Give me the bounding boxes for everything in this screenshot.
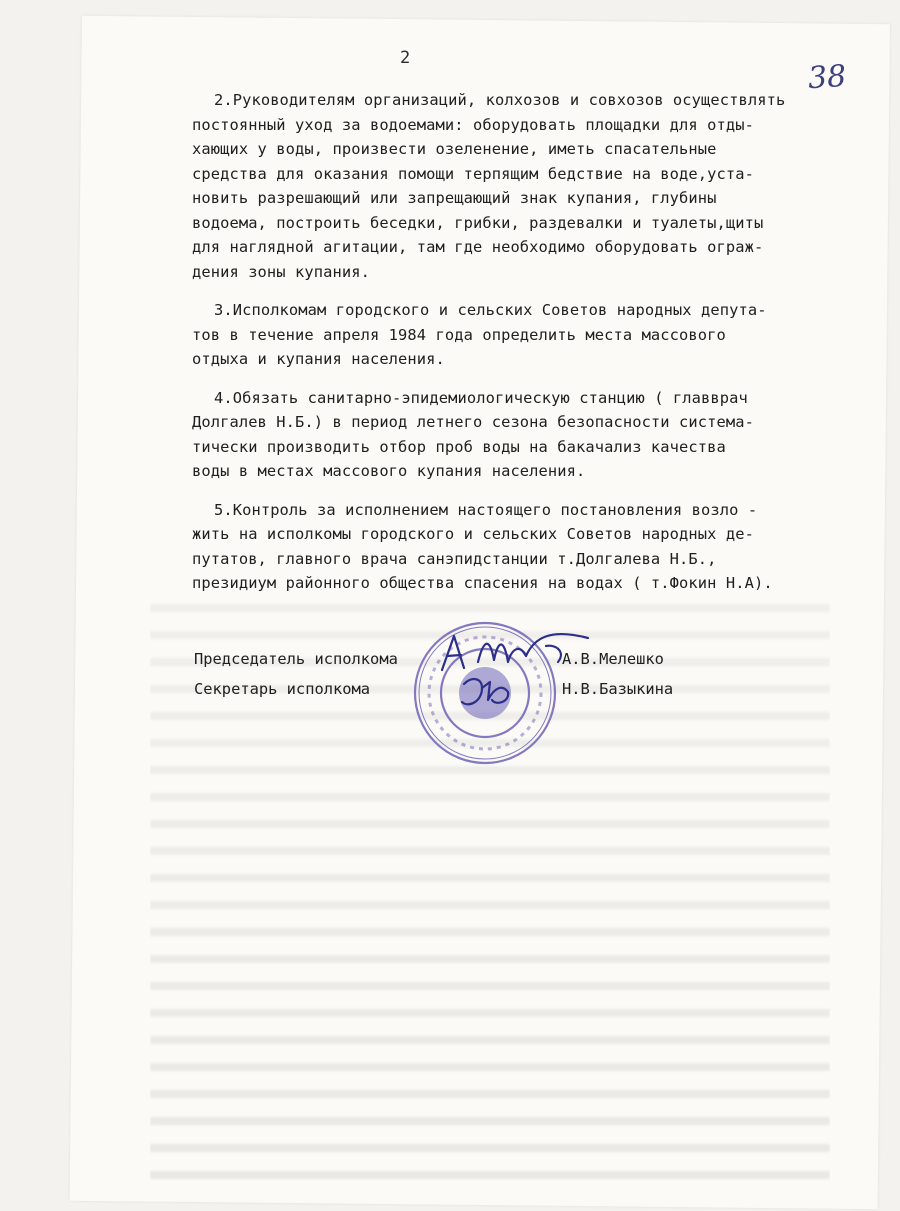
signatory-name: А.В.Мелешко xyxy=(562,650,664,668)
document-body xyxy=(192,88,832,610)
signature-row-chairman xyxy=(194,650,664,668)
signatory-name: Н.В.Базыкина xyxy=(562,680,674,698)
signature-row-secretary xyxy=(194,680,674,698)
paragraph-3: 3.Исполкомам городского и сельских Советов народных депута- тов в течение апреля 1984 года определить места массового отдыха и купания населения. xyxy=(192,301,767,368)
paragraph-4: 4.Обязать санитарно-эпидемиологическую станцию ( главврач Долгалев Н.Б.) в период летнего сезона безопасности система- тически производить отбор проб воды на бакачализ качества воды в местах массового купания населения. xyxy=(192,388,754,480)
handwritten-signatures xyxy=(438,622,608,732)
signatory-title: Председатель исполкома xyxy=(194,650,398,668)
paragraph-2: 2.Руководителям организаций, колхозов и совхозов осуществлять постоянный уход за водоемами: оборудовать площадки для отды- хающих у воды, произвести озеленение, иметь спасательные средства для оказания помощи терпящим бедствие на воде,уста- новить разрешающий или запрещающий знак купания, глубины водоема, построить беседки, грибки, раздевалки и туалеты,щиты для наглядной агитации, там где необходимо оборудовать ограж- дения зоны купания. xyxy=(192,91,786,281)
page-number: 2 xyxy=(400,48,411,68)
archive-page-number: 38 xyxy=(806,58,848,97)
paragraph-5: 5.Контроль за исполнением настоящего постановления возло - жить на исполкомы городского и сельских Советов народных де- путатов, главного врача санэпидстанции т.Долгалева Н.Б., президиум районного общества спасения на водах ( т.Фокин Н.А). xyxy=(192,500,773,592)
signatory-title: Секретарь исполкома xyxy=(194,680,371,698)
